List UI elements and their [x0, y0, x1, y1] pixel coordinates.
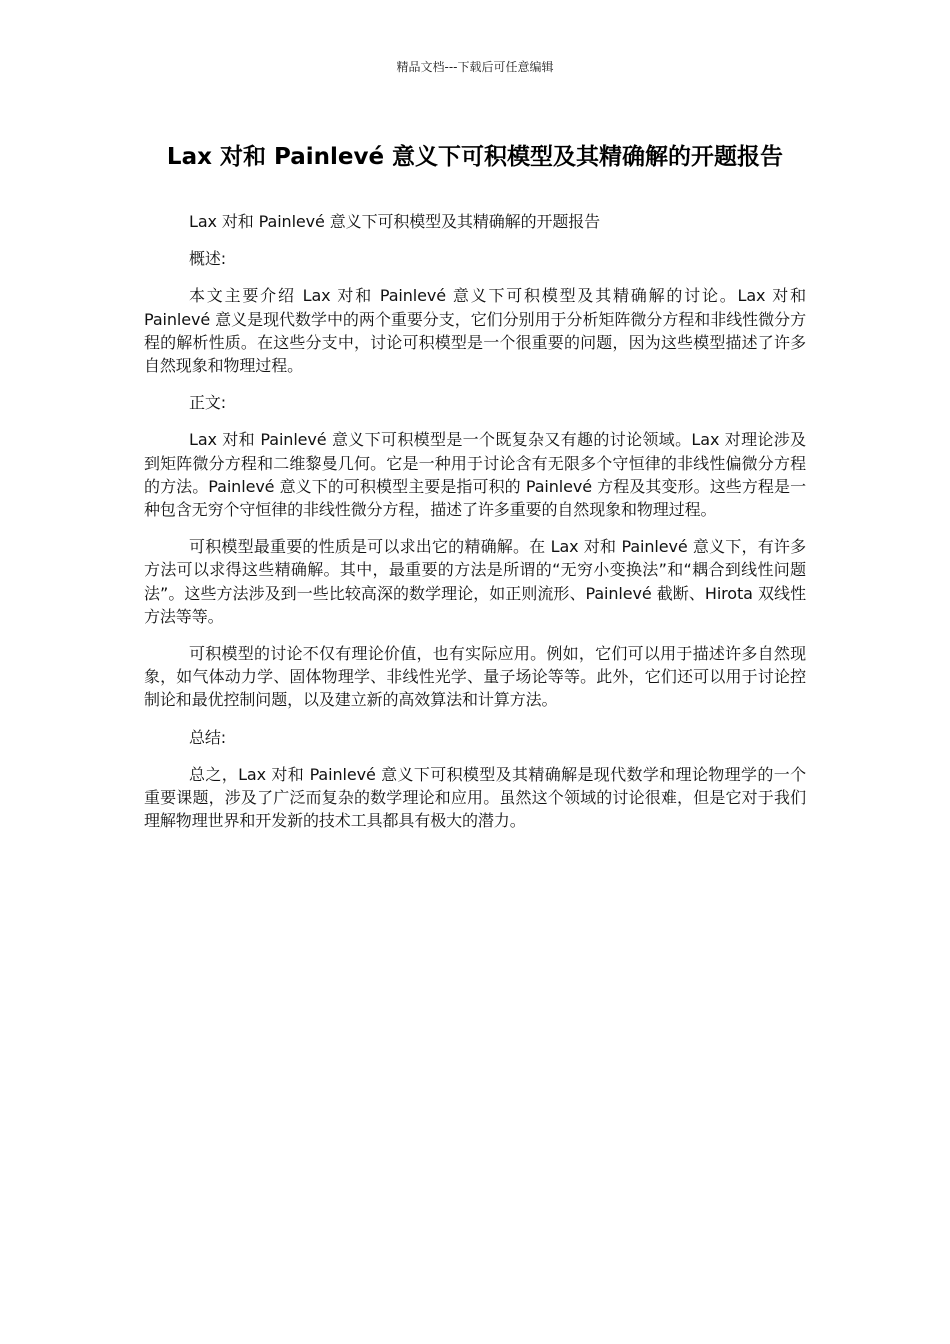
main-text-paragraph-2: 可积模型最重要的性质是可以求出它的精确解。在 Lax 对和 Painlevé 意义下，有许多方法可以求得这些精确解。其中，最重要的方法是所谓的“无穷小变换法”和“耦合到线性问题法”。这些方法涉及到一些比较高深的数学理论，如正则流形、Painlevé 截断、Hirota 双线性方法等等。 — [144, 537, 806, 626]
summary-heading: 总结: — [189, 727, 227, 747]
document-body — [144, 210, 806, 846]
subtitle-paragraph: Lax 对和 Painlevé 意义下可积模型及其精确解的开题报告 — [189, 212, 601, 231]
overview-heading: 概述: — [189, 249, 227, 269]
main-text-paragraph-1: Lax 对和 Painlevé 意义下可积模型是一个既复杂又有趣的讨论领域。Lax 对理论涉及到矩阵微分方程和二维黎曼几何。它是一种用于讨论含有无限多个守恒律的非线性偏微分方程的方法。Painlevé 意义下的可积模型主要是指可积的 Painlevé 方程及其变形。这些方程是一种包含无穷个守恒律的非线性微分方程，描述了许多重要的自然现象和物理过程。 — [144, 430, 806, 520]
summary-paragraph: 总之，Lax 对和 Painlevé 意义下可积模型及其精确解是现代数学和理论物理学的一个重要课题，涉及了广泛而复杂的数学理论和应用。虽然这个领域的讨论很难，但是它对于我们理解物理世界和开发新的技术工具都具有极大的潜力。 — [144, 764, 806, 831]
document-title: Lax 对和 Painlevé 意义下可积模型及其精确解的开题报告 — [166, 144, 784, 170]
main-text-heading: 正文: — [189, 393, 227, 413]
overview-paragraph: 本文主要介绍 Lax 对和 Painlevé 意义下可积模型及其精确解的讨论。Lax 对和 Painlevé 意义是现代数学中的两个重要分支，它们分别用于分析矩阵微分方程和非线性微分方程的解析性质。在这些分支中，讨论可积模型是一个很重要的问题，因为这些模型描述了许多自然现象和物理过程。 — [144, 286, 806, 376]
header-note: 精品文档---下载后可任意编辑 — [396, 60, 554, 74]
main-text-paragraph-3: 可积模型的讨论不仅有理论价值，也有实际应用。例如，它们可以用于描述许多自然现象，如气体动力学、固体物理学、非线性光学、量子场论等等。此外，它们还可以用于讨论控制论和最优控制问题，以及建立新的高效算法和计算方法。 — [144, 644, 806, 710]
